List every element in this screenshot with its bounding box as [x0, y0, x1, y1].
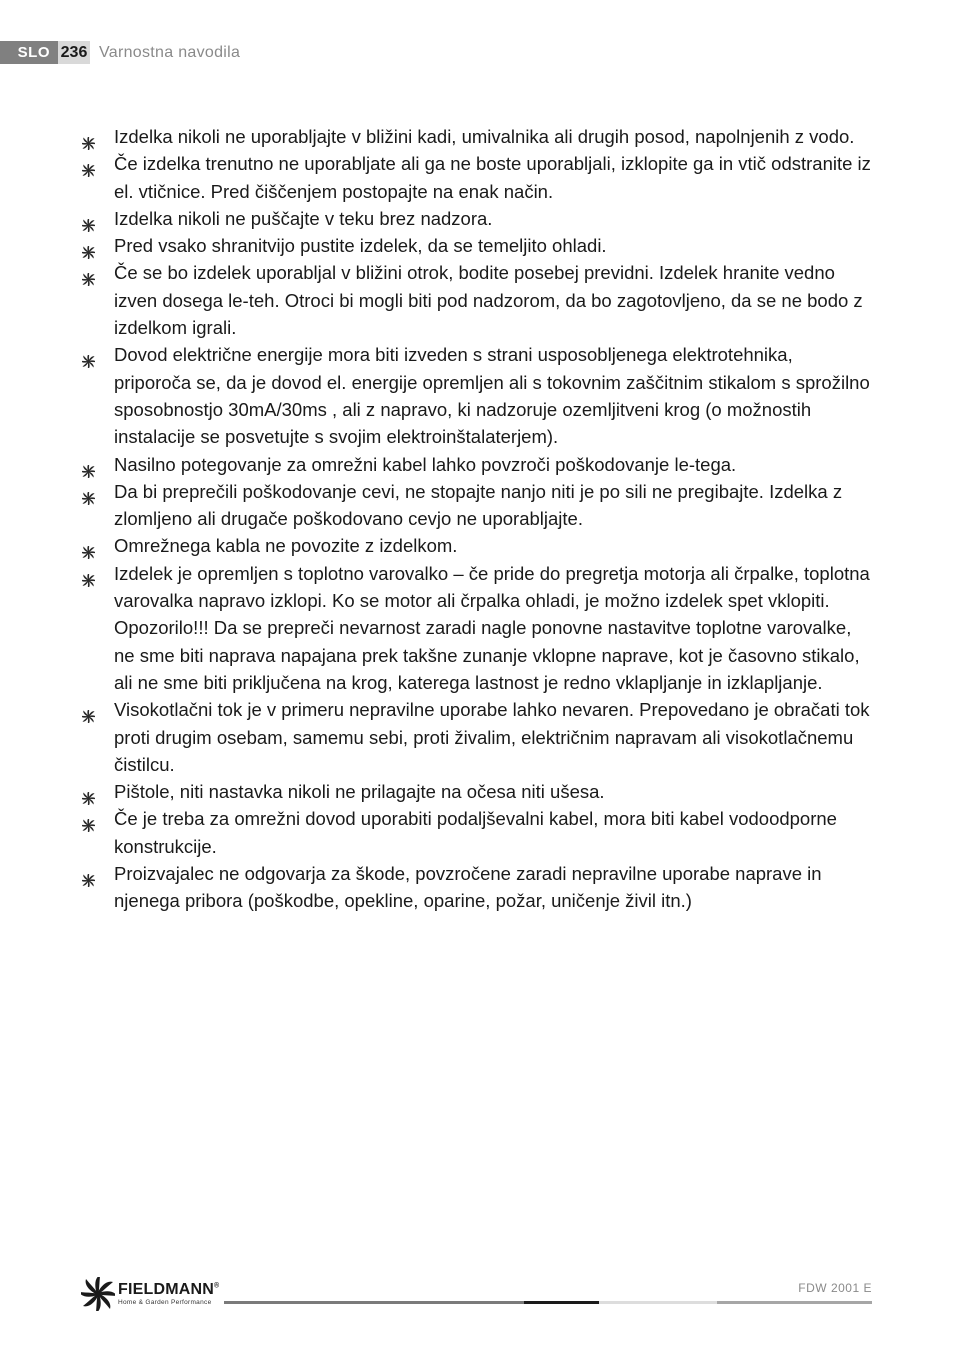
list-item: [82, 123, 872, 150]
list-item: [82, 778, 872, 805]
safety-instructions: [82, 123, 872, 915]
list-item-text: Če izdelka trenutno ne uporabljate ali ga ne boste uporabljali, izklopite ga in vtič odstranite iz el. vtičnice. Pred čiščenjem postopajte na enak način.: [114, 153, 871, 202]
fan-bullet-icon: [82, 485, 95, 498]
brand-logo: [81, 1277, 219, 1311]
model-number: FDW 2001 E: [798, 1281, 872, 1295]
list-item-text: Izdelka nikoli ne uporabljajte v bližini kadi, umivalnika ali drugih posod, napolnjenih z vodo.: [114, 126, 855, 147]
fan-bullet-icon: [82, 157, 95, 170]
list-item-text: Pred vsako shranitvijo pustite izdelek, da se temeljito ohladi.: [114, 235, 607, 257]
list-item: [82, 696, 872, 778]
brand-tagline: Home & Garden Performance: [118, 1298, 212, 1306]
list-item: [82, 805, 872, 860]
fan-bullet-icon: [82, 703, 95, 716]
footer-divider-mid: [717, 1301, 872, 1304]
instruction-list: [82, 123, 872, 915]
brand-name: FIELDMANN®: [118, 1280, 220, 1298]
list-item: [82, 150, 872, 205]
fan-bullet-icon: [82, 266, 95, 279]
fan-bullet-icon: [82, 239, 95, 252]
fan-bullet-icon: [82, 539, 95, 552]
list-item: [82, 232, 872, 259]
list-item-text: Dovod električne energije mora biti izveden s strani usposobljenega elektrotehnika, priporoča se, da je dovod el. energije opremljen ali s tokovnim zaščitnim stikalom s sprožilno sposobnostjo 30mA/30ms , ali z napravo, ki nadzoruje ozemljitveni krog (o možnostih instalacije se posvetujte s svojim elektroinštalaterjem).: [114, 344, 870, 448]
list-item-text: Izdelek je opremljen s toplotno varovalko – če pride do pregretja motorja ali črpalke, toplotna varovalka napravo izklopi. Ko se motor ali črpalka ohladi, je možno izdelek spet vklopiti. Opozorilo!!! Da se prepreči nevarnost zaradi nagle ponovne nastavitve toplotne varovalke, ne sme biti naprava napajana prek takšne zunanje vklopne naprave, kot je časovno stikalo, ali ne sme biti priključena na krog, katerega lastnost je redno vklapljanje in izklapljanje.: [114, 562, 870, 693]
footer-divider-accent: [524, 1301, 599, 1304]
language-tab: SLO: [0, 41, 58, 64]
list-item-text: Izdelka nikoli ne puščajte v teku brez nadzora.: [114, 207, 493, 229]
fan-bullet-icon: [82, 130, 95, 143]
brand-text: [118, 1282, 219, 1307]
list-item-text: Pištole, niti nastavka nikoli ne prilagajte na očesa niti ušesa.: [114, 781, 605, 803]
footer-divider-light: [599, 1301, 717, 1304]
list-item: [82, 478, 872, 533]
list-item: [82, 532, 872, 559]
page-header: [0, 41, 240, 64]
list-item-text: Če se bo izdelek uporabljal v bližini otrok, bodite posebej previdni. Izdelek hranite vedno izven dosega le-teh. Otroci bi mogli biti pod nadzorom, da bo zagotovljeno, da se ne bodo z izdelkom igrali.: [114, 262, 863, 339]
fan-bullet-icon: [82, 785, 95, 798]
list-item-text: Visokotlačni tok je v primeru nepravilne uporabe lahko nevaren. Prepovedano je obračati tok proti drugim osebam, samemu sebi, proti živalim, električnim napravam ali visokotlačnemu čistilcu.: [114, 699, 870, 775]
list-item: [82, 560, 872, 696]
list-item: [82, 341, 872, 450]
fan-bullet-icon: [82, 867, 95, 880]
list-item-text: Omrežnega kabla ne povozite z izdelkom.: [114, 535, 458, 557]
footer-divider-dark: [224, 1301, 524, 1304]
page-number: 236: [58, 41, 90, 64]
list-item: [82, 451, 872, 478]
fan-bullet-icon: [82, 212, 95, 225]
fan-logo-icon: [81, 1277, 115, 1311]
fan-bullet-icon: [82, 348, 95, 361]
section-title: Varnostna navodila: [99, 43, 241, 61]
list-item-text: Če je treba za omrežni dovod uporabiti podaljševalni kabel, mora biti kabel vodoodporne konstrukcije.: [114, 808, 837, 857]
fan-bullet-icon: [82, 812, 95, 825]
fan-bullet-icon: [82, 567, 95, 580]
list-item-text: Nasilno potegovanje za omrežni kabel lahko povzroči poškodovanje le-tega.: [114, 453, 737, 475]
fan-bullet-icon: [82, 458, 95, 471]
list-item: [82, 860, 872, 915]
list-item-text: Proizvajalec ne odgovarja za škode, povzročene zaradi nepravilne uporabe naprave in njenega pribora (poškodbe, opekline, oparine, požar, uničenje živil itn.): [114, 863, 822, 912]
list-item: [82, 259, 872, 341]
list-item: [82, 205, 872, 232]
list-item-text: Da bi preprečili poškodovanje cevi, ne stopajte nanjo niti je po sili ne pregibajte. Izdelka z zlomljeno ali drugače poškodovano cevjo ne uporabljajte.: [114, 480, 843, 530]
